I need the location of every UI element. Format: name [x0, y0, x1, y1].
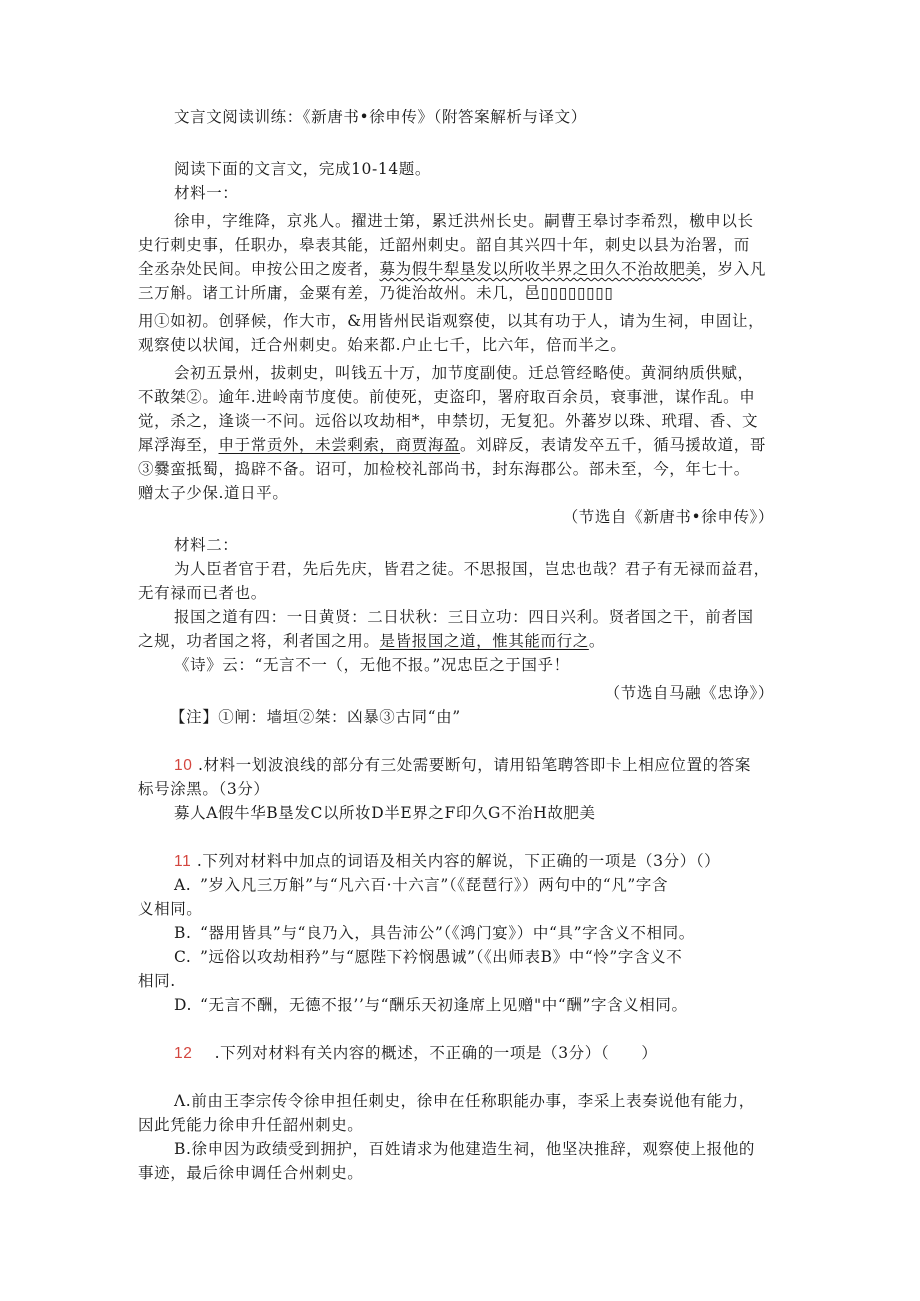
q11-option-c — [174, 946, 682, 968]
q11-option-a-cont: 义相同。 — [138, 900, 203, 918]
q11-option-c-label: C. — [174, 948, 192, 966]
m2-p2-line2 — [138, 630, 605, 652]
q11-option-a-label: A. — [174, 876, 192, 894]
question-10-line1 — [174, 754, 751, 777]
material1-label: 材料一： — [174, 184, 239, 202]
m1-p1-line5: 用①如初。创驿候，作大市，&用皆州民诣观察使，以其有功于人，请为生祠，申固让， — [138, 312, 765, 330]
question-11-stem-line — [174, 850, 720, 873]
instruction: 阅读下面的文言文，完成10-14题。 — [174, 160, 431, 178]
q11-option-b-text: “器用皆具”与“良乃入，具告沛公”（《鸿门宴》）中“具”字含义不相同。 — [200, 924, 695, 942]
question-10-number: 10 — [174, 757, 193, 774]
notes: 【注】①闸：墙垣②桀：凶暴③古同“由” — [170, 708, 461, 726]
q11-option-b-label: B. — [174, 924, 192, 942]
question-11-stem: .下列对材料中加点的词语及相关内容的解说，下正确的一项是（3分）（） — [196, 852, 721, 870]
m1-p1-line3 — [138, 258, 766, 280]
question-10-stem: .材料一划波浪线的部分有三处需要断句，请用铅笔聘答即卡上相应位置的答案 — [197, 756, 751, 774]
q11-option-d — [174, 994, 688, 1016]
m2-p1-line2: 无有禄而已者也。 — [138, 584, 267, 602]
q12-option-b-cont: 事迹，最后徐申调任合州刺史。 — [138, 1164, 364, 1182]
underlined-sentence-2: 是皆报国之道，惟其能而行之 — [379, 632, 589, 650]
m1-p1-line6: 观察使以状闻，迁合州刺史。始来都.户止七千，比六年，倍而半之。 — [138, 336, 627, 354]
m1-p2-line4-start: 犀浮海至， — [138, 436, 219, 454]
m2-p2-line2-start: 之规，功者国之将，利者国之用。 — [138, 632, 380, 650]
material2-source: （节选自马融《忠诤》） — [604, 684, 774, 702]
question-12-number: 12 — [174, 1045, 193, 1062]
q11-option-c-text: ”远俗以攻劫相矜”与“愿陛下衿悯愚诚”（《出师表B》中“怜”字含义不 — [200, 948, 683, 966]
q11-option-a-text: ”岁入凡三万斛”与“凡六百·十六言”（《琵琶行》）两句中的“凡”字含 — [200, 876, 669, 894]
m1-p2-line3: 觉，杀之，逢谈一不问。远俗以攻劫相*，申禁切，无复犯。外蕃岁以珠、玳瑁、香、文 — [138, 412, 759, 430]
q12-option-a: Λ.前由王李宗传令徐申担任刺史，徐申在任称职能办事，李采上表奏说他有能力， — [174, 1092, 755, 1110]
m1-p2-line4 — [138, 434, 766, 456]
wavy-underlined-passage: 募为假牛犁垦发以所收半界之田久不治故肥美 — [379, 260, 702, 278]
m1-p2-line1: 会初五景州，拔刺史，叫钱五十万，加节度副使。迁总管经略使。黄洞纳质供赋， — [174, 364, 754, 382]
m1-p1-line3-start: 全丞杂处民间。申按公田之废者， — [138, 260, 380, 278]
q12-option-a-cont: 因此凭能力徐申升任韶州刺史。 — [138, 1116, 364, 1134]
question-12-stem-line — [174, 1042, 658, 1065]
m2-p2-line2-end: 。 — [588, 632, 605, 650]
m1-p1-line2: 史行刺史事，任职办，皋表其能，迁韶州刺史。韶自其兴四十年，刺史以县为治署，而 — [138, 236, 750, 254]
question-11-number: 11 — [174, 853, 192, 870]
question-10-options: 募人A假牛华B垦发C以所妆D半E界之F印久G不治H故肥美 — [174, 804, 596, 822]
material2-label: 材料二： — [174, 536, 239, 554]
m2-p2-line1: 报国之道有四：一日黄贤：二日状秋：三日立功：四日兴利。贤者国之干，前者国 — [174, 608, 754, 626]
m1-p2-line4-end: 。刘辟反，表请发卒五千，循马援故道，哥 — [460, 436, 766, 454]
m1-p2-line6: 赠太子少保.道日平。 — [138, 484, 289, 502]
m1-p1-line1: 徐申，字维降，京兆人。擢进士第，累迁洪州长史。嗣曹王皋讨李希烈，檄申以长 — [174, 212, 754, 230]
m1-p2-line5: ③爨蛮抵蜀，捣辟不备。诏可，加检校礼部尚书，封东海郡公。部未至，今，年七十。 — [138, 460, 750, 478]
m2-p3: 《诗》云：“无言不一（，无他不报。”况忠臣之于国乎！ — [174, 656, 570, 674]
document-title: 文言文阅读训练：《新唐书•徐申传》（附答案解析与译文） — [174, 108, 587, 126]
m2-p1-line1: 为人臣者官于君，先后先庆，皆君之徒。不思报国，岂忠也哉？君子有无禄而益君， — [174, 560, 770, 578]
question-12-stem: .下列对材料有关内容的概述，不正确的一项是（3分）（ ） — [214, 1044, 658, 1062]
material1-source: （节选自《新唐书•徐申传》） — [562, 508, 774, 526]
question-10-line2: 标号涂黑。（3分） — [138, 780, 270, 798]
q11-option-b — [174, 922, 695, 944]
m1-p1-line3-end: ，岁入凡 — [701, 260, 766, 278]
q12-option-b: B.徐申因为政绩受到拥护，百姓请求为他建造生祠，他坚决推辞，观察使上报他的 — [174, 1140, 756, 1158]
m1-p1-line4: 三万斛。诸工计所庸，金粟有差，乃徙治故州。未几，邑▯▯▯▯▯▯▯▯ — [138, 284, 614, 302]
q11-option-d-text: “无言不酬，无德不报’’与“酬乐天初逢席上见赠"中“酬”字含义相同。 — [200, 996, 688, 1014]
q11-option-a — [174, 874, 668, 896]
underlined-sentence: 申于常贡外，未尝剩索，商贾海盈 — [218, 436, 461, 454]
q11-option-c-cont: 相同. — [138, 972, 176, 990]
q11-option-d-label: D. — [174, 996, 193, 1014]
m1-p2-line2: 不敢桀②。逾年.进岭南节度使。前使死，吏盗印，署府取百余员，衰事泄，谋作乱。申 — [138, 388, 756, 406]
